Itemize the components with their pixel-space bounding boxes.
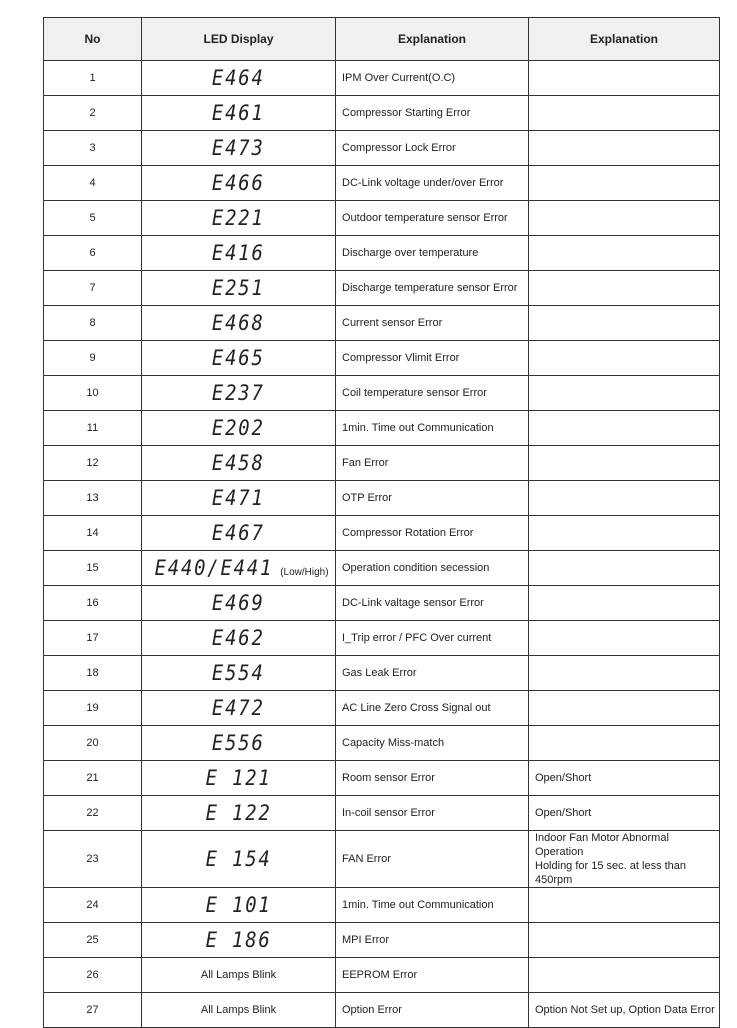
led-code: E464 [212,66,265,90]
cell-explanation [336,481,529,516]
explanation-text: AC Line Zero Cross Signal out [342,702,491,714]
led-code: E462 [212,626,265,650]
cell-no [44,376,142,411]
led-code: E 154 [205,847,272,871]
explanation-text: Room sensor Error [342,772,435,784]
cell-led-display [142,271,336,306]
led-text: All Lamps Blink [200,1004,277,1016]
row-number: 24 [86,899,99,911]
cell-no [44,446,142,481]
table-row [44,446,720,481]
explanation-text: Discharge over temperature [342,247,479,259]
cell-led-display [142,376,336,411]
cell-led-display [142,201,336,236]
led-code: E469 [212,591,265,615]
led-code: E 186 [205,928,272,952]
cell-detail [529,306,720,341]
led-code: E 122 [205,801,272,825]
row-number: 14 [86,527,99,539]
led-code: E467 [212,521,265,545]
table-row [44,923,720,958]
led-code: E465 [212,346,265,370]
row-number: 18 [86,667,99,679]
cell-detail [529,271,720,306]
table-row [44,656,720,691]
cell-explanation [336,271,529,306]
cell-detail [529,96,720,131]
cell-detail [529,166,720,201]
explanation-text: Coil temperature sensor Error [342,387,487,399]
header-led-display: LED Display [142,18,336,61]
led-code: E472 [212,696,265,720]
cell-explanation [336,551,529,586]
row-number: 27 [86,1004,99,1016]
cell-explanation [336,888,529,923]
cell-no [44,958,142,993]
cell-explanation [336,236,529,271]
cell-explanation [336,691,529,726]
cell-led-display [142,236,336,271]
cell-no [44,96,142,131]
cell-explanation [336,761,529,796]
cell-led-display [142,958,336,993]
row-number: 17 [86,632,99,644]
explanation-text: EEPROM Error [342,969,418,981]
led-code: E471 [212,486,265,510]
header-row [44,18,720,61]
led-code: E 121 [205,766,272,790]
table-row [44,376,720,411]
led-suffix: (Low/High) [280,567,329,578]
cell-explanation [336,411,529,446]
cell-no [44,516,142,551]
cell-detail [529,61,720,96]
cell-explanation [336,586,529,621]
cell-led-display [142,551,336,586]
cell-explanation [336,621,529,656]
cell-no [44,761,142,796]
cell-detail [529,411,720,446]
cell-detail [529,958,720,993]
cell-led-display [142,761,336,796]
explanation-text: Capacity Miss-match [342,737,445,749]
led-code: E416 [212,241,265,265]
row-number: 8 [89,317,96,329]
led-code: E554 [212,661,265,685]
cell-no [44,888,142,923]
row-number: 25 [86,934,99,946]
cell-led-display [142,888,336,923]
led-text: All Lamps Blink [200,969,277,981]
detail-text: Open/Short [535,807,592,819]
table-row [44,831,720,888]
header-explanation: Explanation [336,18,529,61]
cell-led-display [142,656,336,691]
explanation-text: 1min. Time out Communication [342,422,494,434]
cell-no [44,656,142,691]
cell-no [44,551,142,586]
row-number: 23 [86,853,99,865]
row-number: 26 [86,969,99,981]
cell-led-display [142,923,336,958]
explanation-text: Compressor Rotation Error [342,527,474,539]
table-row [44,888,720,923]
explanation-text: DC-Link valtage sensor Error [342,597,484,609]
table-row [44,993,720,1028]
table-row [44,271,720,306]
cell-explanation [336,166,529,201]
cell-explanation [336,61,529,96]
led-code: E 101 [205,893,272,917]
table-row [44,958,720,993]
cell-no [44,201,142,236]
table-row [44,621,720,656]
row-number: 6 [89,247,96,259]
cell-led-display [142,481,336,516]
cell-no [44,691,142,726]
explanation-text: Compressor Lock Error [342,142,456,154]
cell-explanation [336,796,529,831]
led-code: E202 [212,416,265,440]
cell-explanation [336,446,529,481]
row-number: 22 [86,807,99,819]
cell-detail [529,621,720,656]
led-code: E466 [212,171,265,195]
table-row [44,691,720,726]
cell-detail [529,656,720,691]
cell-no [44,341,142,376]
cell-explanation [336,516,529,551]
cell-led-display [142,726,336,761]
cell-no [44,621,142,656]
cell-led-display [142,831,336,888]
detail-text: Open/Short [535,772,592,784]
cell-explanation [336,923,529,958]
cell-no [44,61,142,96]
table-row [44,131,720,166]
row-number: 11 [86,422,99,434]
cell-explanation [336,656,529,691]
cell-detail [529,691,720,726]
table-row [44,551,720,586]
cell-no [44,993,142,1028]
explanation-text: IPM Over Current(O.C) [342,72,456,84]
cell-explanation [336,201,529,236]
cell-detail [529,831,720,888]
cell-no [44,166,142,201]
cell-no [44,271,142,306]
explanation-text: I_Trip error / PFC Over current [342,632,492,644]
row-number: 10 [86,387,99,399]
table-row [44,586,720,621]
cell-detail [529,131,720,166]
explanation-text: 1min. Time out Communication [342,899,494,911]
cell-led-display [142,691,336,726]
table-row [44,726,720,761]
table-row [44,166,720,201]
cell-detail [529,376,720,411]
cell-led-display [142,446,336,481]
explanation-text: OTP Error [342,492,392,504]
cell-no [44,586,142,621]
table-row [44,61,720,96]
cell-detail [529,888,720,923]
explanation-text: FAN Error [342,853,391,865]
cell-explanation [336,958,529,993]
cell-explanation [336,131,529,166]
cell-detail [529,516,720,551]
cell-detail [529,201,720,236]
cell-no [44,831,142,888]
explanation-text: Outdoor temperature sensor Error [342,212,508,224]
cell-explanation [336,376,529,411]
cell-led-display [142,411,336,446]
table-row [44,341,720,376]
cell-led-display [142,306,336,341]
led-code: E237 [212,381,265,405]
cell-explanation [336,341,529,376]
table-row [44,516,720,551]
cell-detail [529,761,720,796]
header-explanation-detail: Explanation [529,18,720,61]
table-row [44,761,720,796]
explanation-text: Current sensor Error [342,317,443,329]
explanation-text: Gas Leak Error [342,667,417,679]
cell-detail [529,993,720,1028]
cell-no [44,236,142,271]
table-row [44,236,720,271]
error-code-table [43,17,720,1028]
cell-detail [529,236,720,271]
cell-no [44,726,142,761]
led-code: E251 [212,276,265,300]
cell-led-display [142,586,336,621]
row-number: 19 [86,702,99,714]
row-number: 9 [89,352,96,364]
table-row [44,96,720,131]
cell-led-display [142,621,336,656]
row-number: 16 [86,597,99,609]
led-code: E473 [212,136,265,160]
led-code: E221 [212,206,265,230]
header-no: No [44,18,142,61]
cell-detail [529,481,720,516]
led-code: E556 [212,731,265,755]
cell-detail [529,586,720,621]
cell-led-display [142,796,336,831]
row-number: 21 [86,772,99,784]
led-code: E458 [212,451,265,475]
explanation-text: In-coil sensor Error [342,807,435,819]
cell-detail [529,796,720,831]
cell-explanation [336,96,529,131]
table-row [44,796,720,831]
led-code: E468 [212,311,265,335]
explanation-text: Fan Error [342,457,389,469]
table-row [44,201,720,236]
cell-led-display [142,61,336,96]
explanation-text: Operation condition secession [342,562,490,574]
explanation-text: DC-Link voltage under/over Error [342,177,504,189]
cell-led-display [142,166,336,201]
cell-detail [529,341,720,376]
explanation-text: Compressor Starting Error [342,107,471,119]
explanation-text: MPI Error [342,934,390,946]
cell-detail [529,551,720,586]
cell-led-display [142,96,336,131]
explanation-text: Compressor Vlimit Error [342,352,460,364]
detail-text-2: Holding for 15 sec. at less than 450rpm [535,860,687,886]
row-number: 12 [86,457,99,469]
cell-no [44,796,142,831]
row-number: 20 [86,737,99,749]
table-row [44,306,720,341]
cell-detail [529,923,720,958]
row-number: 4 [89,177,96,189]
led-code: E461 [212,101,265,125]
table-row [44,481,720,516]
table-row [44,411,720,446]
row-number: 3 [89,142,96,154]
cell-no [44,481,142,516]
cell-no [44,131,142,166]
row-number: 7 [89,282,96,294]
row-number: 2 [89,107,96,119]
row-number: 13 [86,492,99,504]
cell-led-display [142,341,336,376]
row-number: 5 [89,212,96,224]
row-number: 1 [89,72,96,84]
cell-no [44,306,142,341]
cell-led-display [142,516,336,551]
cell-detail [529,726,720,761]
cell-explanation [336,306,529,341]
cell-explanation [336,726,529,761]
cell-explanation [336,993,529,1028]
detail-text: Option Not Set up, Option Data Error [535,1004,715,1016]
explanation-text: Option Error [342,1004,402,1016]
explanation-text: Discharge temperature sensor Error [342,282,518,294]
led-code: E440/E441 [155,556,274,580]
detail-text: Indoor Fan Motor Abnormal Operation [535,832,669,858]
cell-no [44,411,142,446]
cell-detail [529,446,720,481]
cell-led-display [142,993,336,1028]
cell-no [44,923,142,958]
row-number: 15 [86,562,99,574]
cell-led-display [142,131,336,166]
cell-explanation [336,831,529,888]
